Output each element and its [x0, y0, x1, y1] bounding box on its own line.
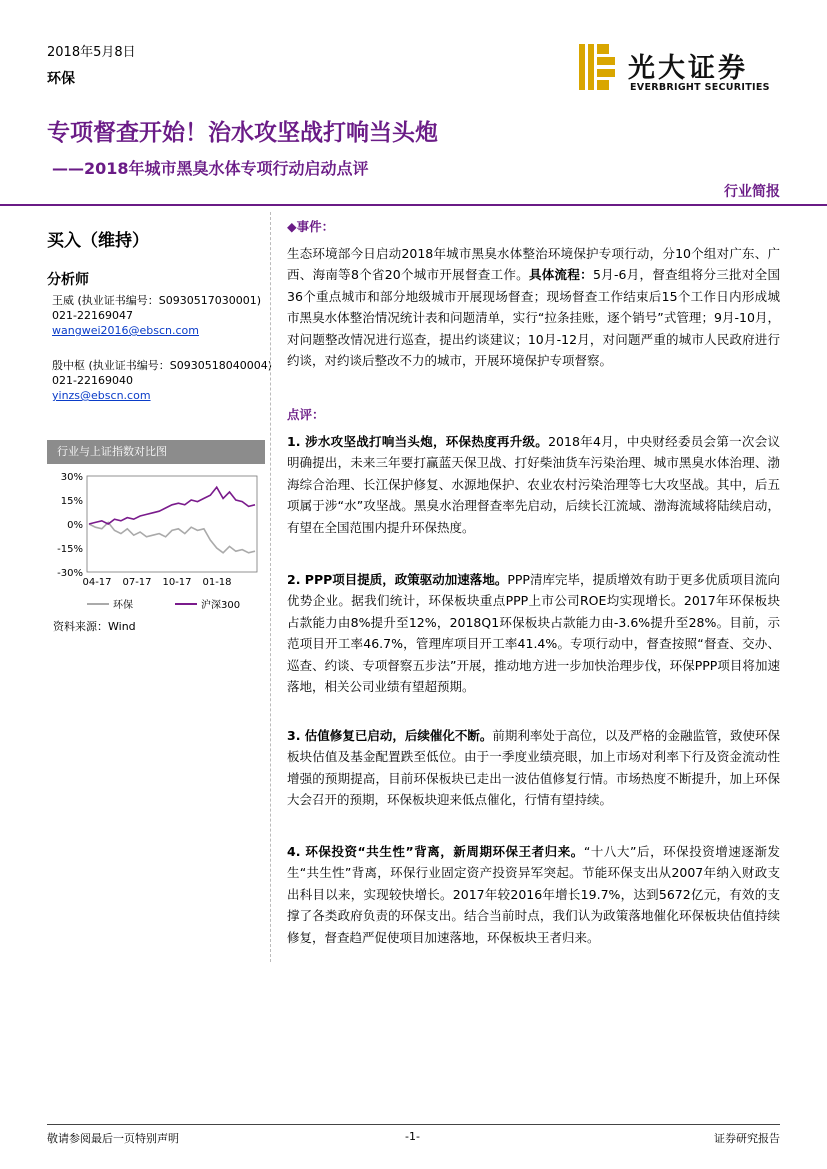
report-type: 行业简报 — [724, 184, 780, 200]
analyst-email-link[interactable]: yinzs@ebscn.com — [52, 389, 151, 402]
everbright-logo-icon — [579, 44, 619, 90]
analyst-phone: 021-22169040 — [52, 374, 133, 387]
analyst-block — [52, 293, 261, 338]
point-text: 2018年4月，中央财经委员会第一次会议明确提出，未来三年要打赢蓝天保卫战、打好柴油货车污染治理、城市黑臭水体治理、渤海综合治理、长江保护修复、水源地保护、农业农村污染治理等七大攻坚战。其中，后五项属于涉“水”攻坚战。黑臭水治理督查率先启动，后续长江流域、渤海流域将陆续启动，有望在全国范围内提升环保热度。 — [287, 434, 780, 535]
legend-label: 环保 — [113, 600, 133, 611]
report-date: 2018年5月8日 — [47, 45, 136, 60]
analyst-heading: 分析师 — [47, 272, 89, 288]
y-tick-label: 30% — [60, 472, 83, 483]
point-text: 前期利率处于高位，以及严格的金融监管，致使环保板块估值及基金配置跌至低位。由于一季度业绩亮眼，加上市场对利率下行及资金流动性增强的预期提高，目前环保板块已走出一波估值修复行情。市场热度不断提升，加上环保大会召开的预期，环保板块迎来低点催化，行情有望持续。 — [287, 728, 780, 808]
point-paragraph — [287, 569, 780, 697]
logo-text-en: EVERBRIGHT SECURITIES — [630, 82, 770, 93]
event-bold-label: 具体流程： — [528, 267, 593, 283]
chart-source: 资料来源：Wind — [53, 620, 136, 633]
comment-heading: 点评： — [287, 407, 325, 422]
event-text: 生态环境部今日启动2018年城市黑臭水体整治环境保护专项行动，分10个组对广东、广西、海南等8个省20个城市开展督查工作。 — [287, 246, 780, 283]
point-title: 1. 涉水攻坚战打响当头炮，环保热度再升级。 — [287, 434, 549, 449]
y-tick-label: 0% — [67, 520, 83, 531]
column-divider — [270, 212, 271, 962]
point-paragraph — [287, 841, 780, 948]
chart-title: 行业与上证指数对比图 — [47, 440, 265, 464]
analyst-email-link[interactable]: wangwei2016@ebscn.com — [52, 324, 199, 337]
series-line-env — [89, 522, 255, 552]
event-heading: ◆事件： — [287, 219, 335, 234]
x-tick-label: 01-18 — [202, 577, 232, 588]
x-tick-label: 07-17 — [122, 577, 152, 588]
sector-label: 环保 — [47, 71, 75, 87]
point-text: PPP清库完毕，提质增效有助于更多优质项目流向优势企业。据我们统计，环保板块重点PPP上市公司ROE均实现增长。2017年环保板块占款能力由8%提升至12%，2018Q1环保板块占款能力由-3.6%提升至28%。目前，示范项目开工率46.7%，管理库项目开工率41.4%。专项行动中，督查按照“督查、交办、巡查、约谈、专项督察五步法”开展，推动地方进一步加快治理步伐，环保PPP项目将加速落地，相关公司业绩有望超预期。 — [287, 572, 780, 695]
event-paragraph — [287, 243, 780, 371]
series-line-hs300 — [89, 487, 255, 524]
footer-divider — [47, 1124, 780, 1125]
footer-disclaimer: 敬请参阅最后一页特别声明 — [47, 1132, 179, 1145]
plot-frame — [87, 476, 257, 572]
point-title: 2. PPP项目提质，政策驱动加速落地。 — [287, 572, 508, 587]
point-title: 3. 估值修复已启动，后续催化不断。 — [287, 728, 493, 743]
legend-label: 沪深300 — [201, 600, 241, 611]
analyst-block — [52, 358, 272, 403]
event-text: 5月-6月，督查组将分三批对全国36个重点城市和部分地级城市开展现场督查；现场督查工作结束后15个工作日内形成城市黑臭水体整治情况统计表和问题清单，实行“拉条挂账，逐个销号”式管理；9月-10月，对问题整改情况进行巡查，提出约谈建议；10月-12月，对问题严重的城市人民政府进行约谈，对约谈后整改不力的城市，开展环境保护专项督察。 — [287, 267, 780, 369]
x-tick-label: 04-17 — [82, 577, 112, 588]
footer-report-label: 证券研究报告 — [714, 1132, 780, 1145]
comparison-chart — [47, 468, 267, 616]
y-tick-label: -30% — [57, 568, 83, 579]
y-tick-label: 15% — [60, 496, 83, 507]
y-tick-label: -15% — [57, 544, 83, 555]
page-number: -1- — [405, 1130, 420, 1143]
header-divider — [0, 204, 827, 206]
analyst-name: 殷中枢 (执业证书编号：S0930518040004) — [52, 359, 273, 372]
point-title: 4. 环保投资“共生性”背离，新周期环保王者归来。 — [287, 844, 584, 859]
point-text: “十八大”后，环保投资增速逐渐发生“共生性”背离，环保行业固定资产投资异军突起。节能环保支出从2007年纳入财政支出科目以来，实现较快增长。2017年较2016年增长19.7%，达到5672亿元，有效的支撑了各类政府负责的环保支出。结合当前时点，我们认为政策落地催化环保板块估值持续修复，督查趋严促使项目加速落地，环保板块王者归来。 — [287, 844, 780, 945]
report-subtitle: ——2018年城市黑臭水体专项行动启动点评 — [52, 159, 369, 178]
report-title: 专项督查开始！治水攻坚战打响当头炮 — [47, 120, 438, 146]
analyst-phone: 021-22169047 — [52, 309, 133, 322]
point-paragraph — [287, 431, 780, 538]
x-tick-label: 10-17 — [162, 577, 192, 588]
rating: 买入（维持） — [47, 231, 149, 251]
point-paragraph — [287, 725, 780, 811]
analyst-name: 王威 (执业证书编号：S0930517030001) — [52, 294, 262, 307]
logo-text-cn: 光大证券 — [628, 53, 748, 84]
